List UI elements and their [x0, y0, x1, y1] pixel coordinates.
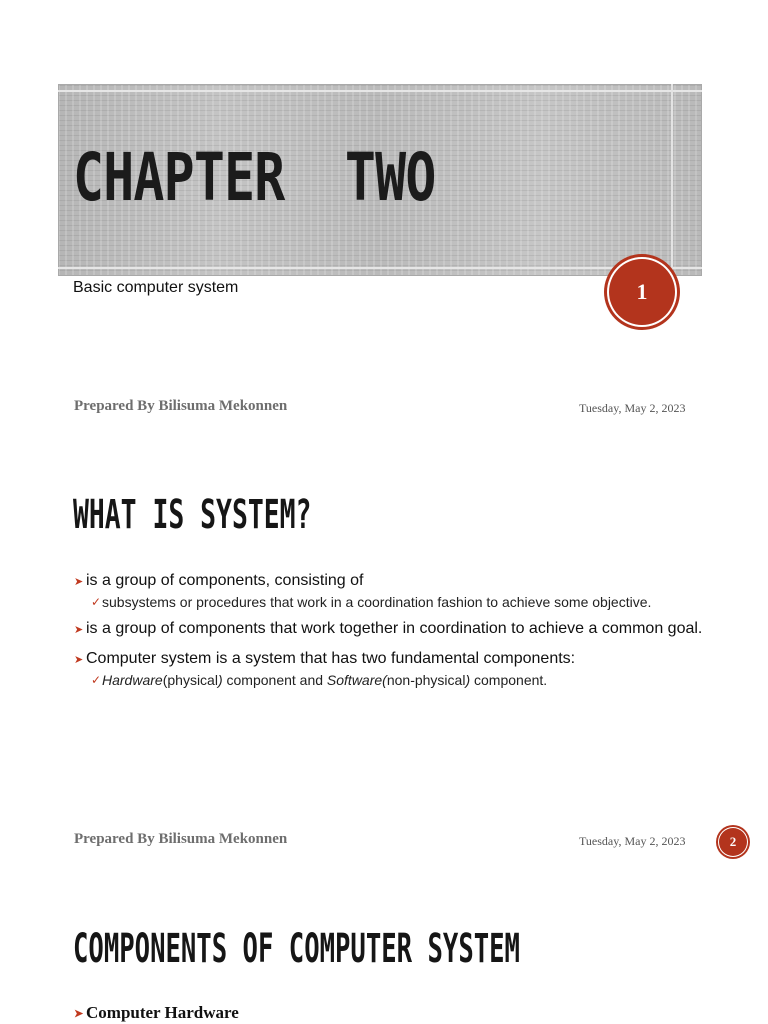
sub-text: component and [222, 672, 327, 688]
banner-bottom-rule [58, 267, 702, 269]
slide-3-title: COMPONENTS OF COMPUTER SYSTEM [73, 926, 520, 972]
chapter-title: CHAPTER TWO [73, 139, 436, 216]
arrow-bullet-icon: ➤ [74, 1008, 84, 1020]
arrow-bullet-icon: ➤ [74, 654, 84, 666]
sub-text: ) [465, 672, 471, 688]
banner-top-rule [58, 90, 702, 92]
slide-number-badge: 1 [607, 257, 677, 327]
sub-text: (physical [162, 672, 218, 688]
sub-text: component. [470, 672, 548, 688]
sub-bullet-item [74, 594, 714, 611]
bullet-item [74, 619, 714, 639]
term-software: Software [326, 672, 383, 688]
arrow-bullet-icon: ➤ [74, 624, 84, 636]
chapter-subtitle: Basic computer system [73, 279, 239, 296]
bullet-item [74, 649, 714, 669]
slide-number-badge: 2 [718, 827, 748, 857]
slide-2-bullet-list [74, 571, 714, 689]
footer-date: Tuesday, May 2, 2023 [579, 834, 686, 848]
bullet-text: Computer system is a system that has two fundamental components: [86, 650, 576, 667]
bullet-text: is a group of components, consisting of [86, 572, 364, 589]
bullet-item [74, 571, 714, 591]
checkmark-icon: ✓ [91, 673, 102, 687]
footer-date: Tuesday, May 2, 2023 [579, 401, 686, 415]
sub-text: ( [382, 672, 387, 688]
banner-side-rule [671, 84, 673, 276]
arrow-bullet-icon: ➤ [74, 576, 84, 588]
slide-3-bullet-list [74, 1003, 714, 1023]
slide-1 [0, 0, 768, 433]
bullet-text: is a group of components that work together in coordination to achieve a common goal. [86, 620, 703, 637]
footer-author: Prepared By Bilisuma Mekonnen [74, 831, 288, 847]
checkmark-icon: ✓ [91, 595, 102, 609]
slide-2-title: WHAT IS SYSTEM? [73, 492, 312, 538]
sub-text: non-physical [386, 672, 466, 688]
footer-author: Prepared By Bilisuma Mekonnen [74, 398, 288, 414]
bullet-text: Computer Hardware [86, 1003, 239, 1022]
sub-bullet-item [74, 672, 714, 689]
bullet-item [74, 1003, 714, 1023]
sub-bullet-text: subsystems or procedures that work in a coordination fashion to achieve some objective. [102, 594, 652, 610]
term-hardware: Hardware [102, 672, 163, 688]
sub-text: ) [217, 672, 223, 688]
